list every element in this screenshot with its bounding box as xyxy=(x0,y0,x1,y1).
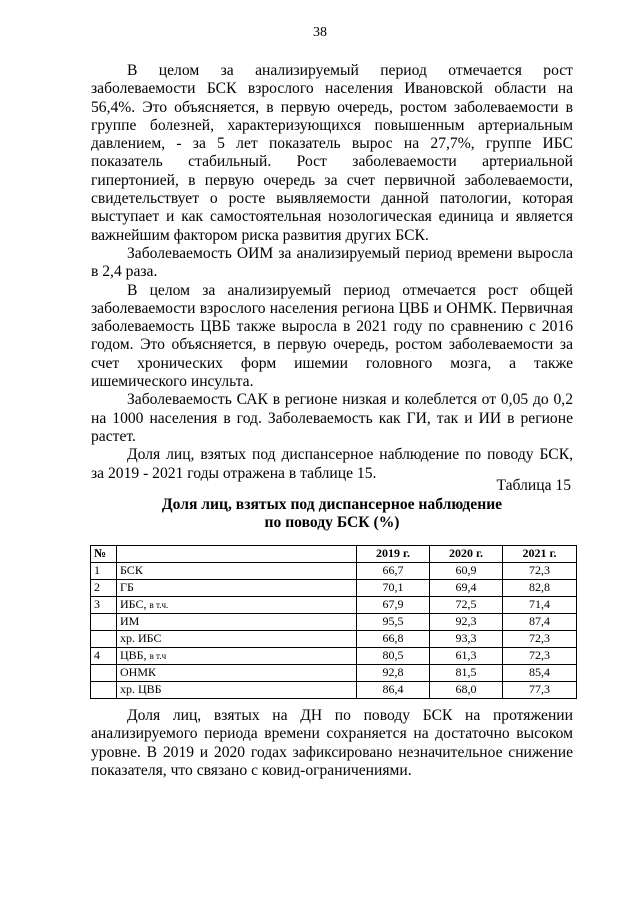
indicator-cell xyxy=(117,579,357,596)
table-row xyxy=(91,647,577,664)
indicator-cell xyxy=(117,664,357,681)
value-2019: 92,8 xyxy=(357,664,430,681)
indicator-cell xyxy=(117,562,357,579)
row-number xyxy=(91,613,117,630)
value-2020: 60,9 xyxy=(430,562,503,579)
row-number: 1 xyxy=(91,562,117,579)
value-2019: 66,7 xyxy=(357,562,430,579)
value-2019: 70,1 xyxy=(357,579,430,596)
row-number xyxy=(91,630,117,647)
header-cell: № xyxy=(91,546,117,563)
body-text xyxy=(91,62,573,483)
value-2020: 81,5 xyxy=(430,664,503,681)
data-table xyxy=(90,545,577,699)
paragraph: В целом за анализируемый период отмечается рост общей заболеваемости взрослого населения региона ЦВБ и ОНМК. Первичная заболеваемость ЦВБ также выросла в 2021 году по сравнению с 2016 годом. Это объясняется, в первую очередь, ростом заболеваемости за счет хронических форм ишемии головного мозга, а также ишемического инсульта. xyxy=(91,281,573,391)
indicator-name: ИБС, xyxy=(120,596,150,611)
indicator-name: хр. ЦВБ xyxy=(120,681,162,696)
value-2021: 72,3 xyxy=(503,647,577,664)
value-2020: 93,3 xyxy=(430,630,503,647)
indicator-suffix: в т.ч. xyxy=(149,599,169,610)
row-number: 2 xyxy=(91,579,117,596)
table-title xyxy=(91,496,573,533)
table-row xyxy=(91,562,577,579)
row-number: 3 xyxy=(91,596,117,613)
table-row xyxy=(91,613,577,630)
value-2019: 80,5 xyxy=(357,647,430,664)
value-2019: 67,9 xyxy=(357,596,430,613)
indicator-name: ГБ xyxy=(120,579,134,594)
table-row xyxy=(91,579,577,596)
table-header-row xyxy=(91,546,577,563)
paragraph: Заболеваемость ОИМ за анализируемый период времени выросла в 2,4 раза. xyxy=(91,244,573,281)
conclusion-text xyxy=(91,707,573,780)
table-row xyxy=(91,630,577,647)
header-cell: 2021 г. xyxy=(503,546,577,563)
value-2020: 69,4 xyxy=(430,579,503,596)
table-row xyxy=(91,596,577,613)
value-2021: 71,4 xyxy=(503,596,577,613)
value-2019: 66,8 xyxy=(357,630,430,647)
table-row xyxy=(91,681,577,698)
row-number xyxy=(91,681,117,698)
paragraph: В целом за анализируемый период отмечается рост заболеваемости БСК взрослого населения Ивановской области на 56,4%. Это объясняется, в первую очередь, ростом заболеваемости в группе болезней, характеризующихся повышенным артериальным давлением, - за 5 лет показатель вырос на 27,7%, группе ИБС показатель стабильный. Рост заболеваемости артериальной гипертонией, в первую очередь за счет первичной заболеваемости, свидетельствует о росте выявляемости данной патологии, которая выступает и как самостоятельная нозологическая единица и является важнейшим фактором риска развития других БСК. xyxy=(91,62,573,244)
paragraph: Доля лиц, взятых под диспансерное наблюдение по поводу БСК, за 2019 - 2021 годы отражена в таблице 15. xyxy=(91,446,573,482)
indicator-name: хр. ИБС xyxy=(120,630,162,645)
table-caption: Таблица 15 xyxy=(496,477,571,494)
indicator-name: ИМ xyxy=(120,613,140,628)
paragraph: Заболеваемость САК в регионе низкая и колеблется от 0,05 до 0,2 на 1000 населения в год. Заболеваемость как ГИ, так и ИИ в регионе растет. xyxy=(91,391,573,445)
header-cell: 2019 г. xyxy=(357,546,430,563)
value-2021: 82,8 xyxy=(503,579,577,596)
header-cell: 2020 г. xyxy=(430,546,503,563)
table-title-line: по поводу БСК (%) xyxy=(264,514,400,532)
value-2020: 92,3 xyxy=(430,613,503,630)
value-2020: 72,5 xyxy=(430,596,503,613)
value-2021: 72,3 xyxy=(503,562,577,579)
value-2019: 86,4 xyxy=(357,681,430,698)
indicator-name: БСК xyxy=(120,562,143,577)
value-2020: 61,3 xyxy=(430,647,503,664)
row-number xyxy=(91,664,117,681)
value-2021: 72,3 xyxy=(503,630,577,647)
value-2021: 85,4 xyxy=(503,664,577,681)
table-title-line: Доля лиц, взятых под диспансерное наблюдение xyxy=(161,496,503,513)
value-2019: 95,5 xyxy=(357,613,430,630)
indicator-cell xyxy=(117,681,357,698)
row-number: 4 xyxy=(91,647,117,664)
indicator-cell xyxy=(117,630,357,647)
indicator-cell xyxy=(117,596,357,613)
indicator-name: ЦВБ, xyxy=(120,647,150,662)
value-2020: 68,0 xyxy=(430,681,503,698)
value-2021: 77,3 xyxy=(503,681,577,698)
paragraph: Доля лиц, взятых на ДН по поводу БСК на протяжении анализируемого периода времени сохраняется на достаточно высоком уровне. В 2019 и 2020 годах зафиксировано незначительное снижение показателя, что связано с ковид-ограничениями. xyxy=(91,707,573,779)
indicator-cell xyxy=(117,647,357,664)
indicator-cell xyxy=(117,613,357,630)
indicator-suffix: в т.ч xyxy=(149,650,167,661)
value-2021: 87,4 xyxy=(503,613,577,630)
indicator-name: ОНМК xyxy=(120,664,157,679)
table-row xyxy=(91,664,577,681)
page-number: 38 xyxy=(313,25,327,40)
header-cell xyxy=(117,546,357,563)
